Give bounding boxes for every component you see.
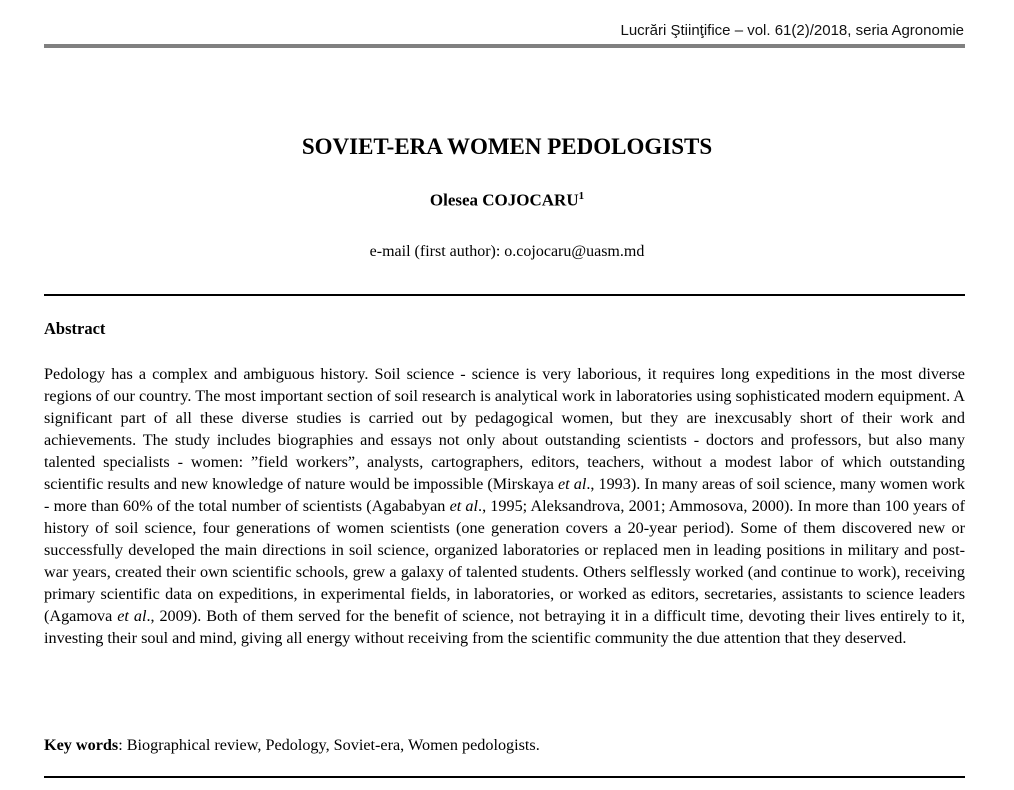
abstract-text: ., 1993). In many areas of soil science, many women work - more than 60% of the total number of scientists (Agababyan [44, 475, 965, 515]
author-name: Olesea COJOCARU [429, 190, 579, 210]
keywords [44, 736, 965, 755]
abstract-text: ., 1995; Aleksandrova, 2001; Ammosova, 2000). In more than 100 years of history of soil science, four generations of women scientists (one generation covers a 20-year period). Some of them discovered new or successfully developed the main directions in soil science, organized laboratories or replaced men in leading positions in military and post-war years, created their own scientific schools, grew a galaxy of talented students. Others selflessly worked (and continue to work), receiving primary scientific data on expeditions, in experimental fields, in laboratories, or worked as editors, secretaries, assistants to science leaders (Agamova [44, 497, 965, 625]
abstract-text: ., 2009). Both of them served for the benefit of science, not betraying it in a difficult time, devoting their lives entirely to it, investing their soul and mind, giving all energy without receiving from the scientific community the due attention that they deserved. [44, 607, 966, 647]
abstract-citation-etal: et al [558, 475, 587, 493]
author-affiliation-mark: 1 [578, 190, 585, 202]
abstract-citation-etal: et al [117, 607, 147, 625]
bottom-divider [44, 776, 965, 778]
abstract-body [44, 363, 965, 649]
abstract-heading: Abstract [44, 319, 106, 338]
abstract-text: Pedology has a complex and ambiguous history. Soil science - science is very laborious, it requires long expeditions in the most diverse regions of our country. The most important section of soil research is analytical work in laboratories using sophisticated modern equipment. A significant part of all these diverse studies is carried out by pedagogical women, but they are inexcusably short of their work and achievements. The study includes biographies and essays not only about outstanding scientists - doctors and professors, but also many talented specialists - women: ”field workers”, analysts, cartographers, editors, teachers, without a modest labor of which outstanding scientific results and new knowledge of nature would be impossible (Mirskaya [44, 365, 965, 493]
author-email: e-mail (first author): o.cojocaru@uasm.md [369, 243, 645, 260]
journal-header: Lucrări Ştiinţifice – vol. 61(2)/2018, seria Agronomie [620, 22, 964, 39]
header-rule [44, 44, 965, 48]
abstract-citation-etal: et al [449, 497, 479, 515]
top-divider [44, 294, 965, 296]
keywords-label: Key words [44, 736, 119, 754]
paper-title: SOVIET-ERA WOMEN PEDOLOGISTS [301, 134, 713, 159]
keywords-text: : Biographical review, Pedology, Soviet-era, Women pedologists. [118, 736, 540, 754]
author-line [0, 190, 1014, 211]
